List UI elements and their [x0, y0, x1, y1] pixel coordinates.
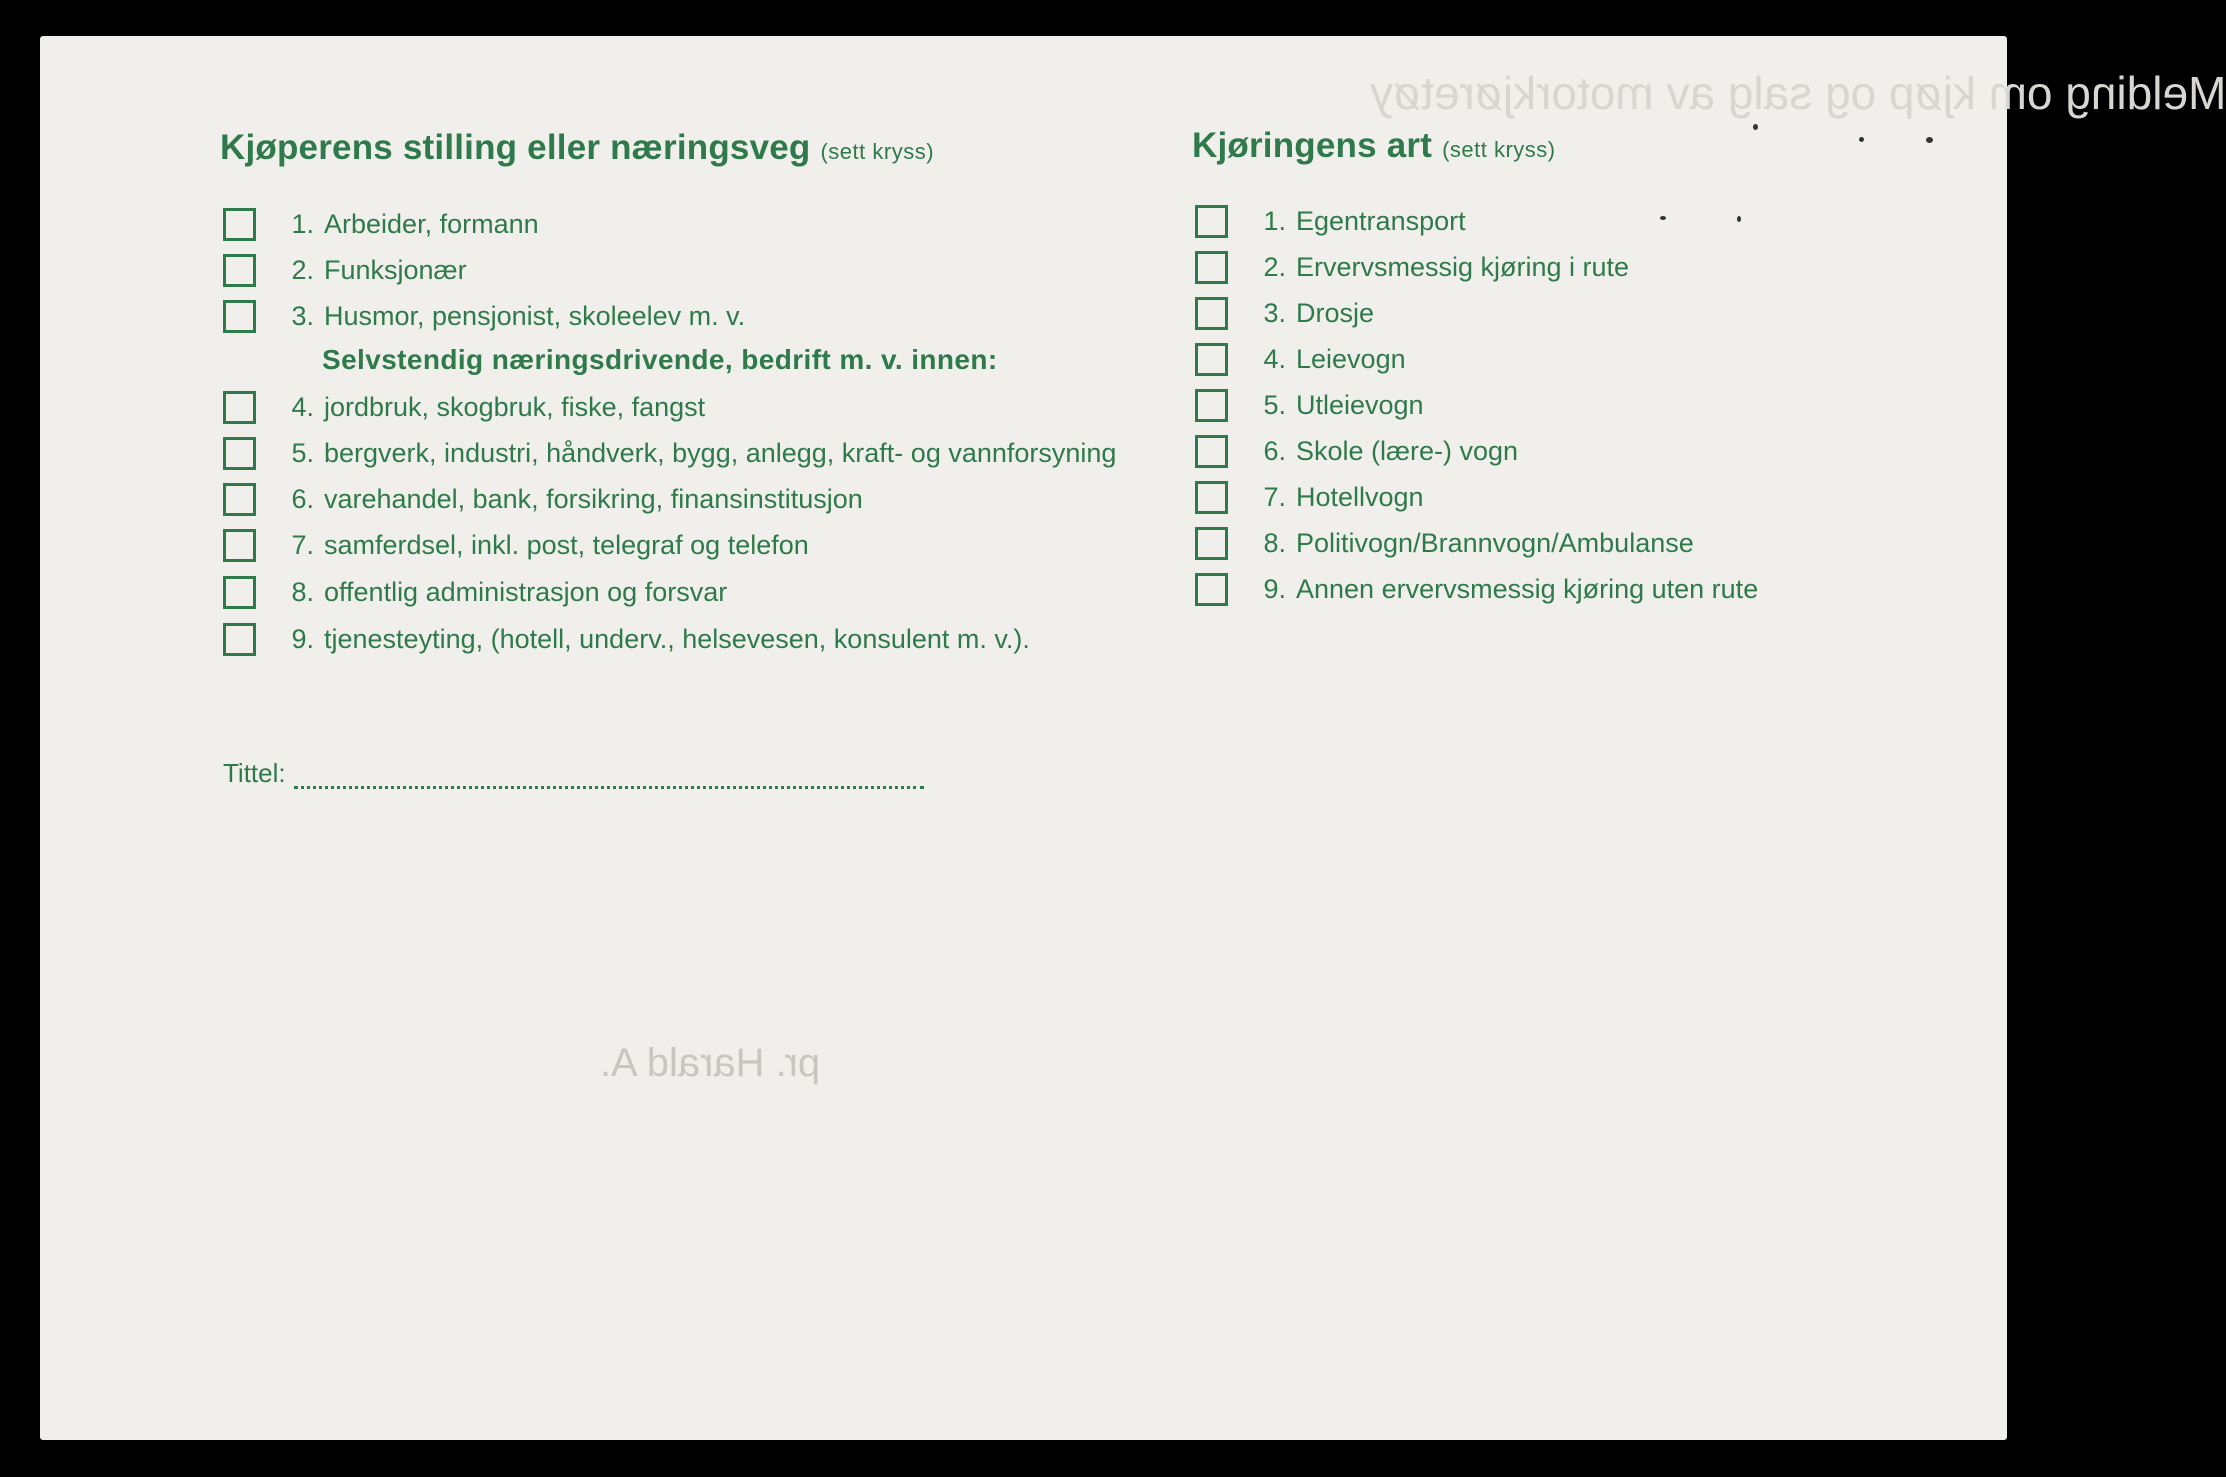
option-number: 6. [291, 483, 314, 514]
bleed-through-stamp [600, 1041, 820, 1086]
option-number: 4. [291, 391, 314, 422]
option-number: 5. [291, 437, 314, 468]
checkbox[interactable] [1195, 343, 1228, 376]
option-label: Annen ervervsmessig kjøring uten rute [1296, 573, 1759, 604]
checkbox[interactable] [1195, 297, 1228, 330]
option-number: 8. [1263, 527, 1286, 558]
occupation-option[interactable] [223, 201, 539, 247]
buyer-occupation-title-text: Kjøperens stilling eller næringsveg [220, 128, 811, 167]
self-employed-subheading: Selvstendig næringsdrivende, bedrift m. v. innen: [322, 344, 998, 375]
checkbox[interactable] [1195, 389, 1228, 422]
occupation-option[interactable] [223, 569, 727, 615]
checkbox[interactable] [1195, 251, 1228, 284]
driving-type-hint: (sett kryss) [1442, 137, 1556, 162]
driving-type-option[interactable] [1195, 474, 1424, 520]
bleed-through-stamp-label: pr. Harald A. [600, 1041, 821, 1085]
option-label: Leievogn [1296, 343, 1406, 374]
option-label: Husmor, pensjonist, skoleelev m. v. [324, 300, 746, 331]
checkbox[interactable] [1195, 481, 1228, 514]
option-label: Politivogn/Brannvogn/Ambulanse [1296, 527, 1694, 558]
option-number: 2. [1263, 251, 1286, 282]
option-label: Egentransport [1296, 205, 1466, 236]
checkbox[interactable] [223, 483, 256, 516]
option-label: bergverk, industri, håndverk, bygg, anlegg, kraft- og vannforsyning [324, 437, 1117, 468]
buyer-occupation-title [220, 128, 934, 168]
option-number: 4. [1263, 343, 1286, 374]
option-label: Drosje [1296, 297, 1375, 328]
checkbox[interactable] [223, 254, 256, 287]
occupation-option[interactable] [223, 293, 745, 339]
checkbox[interactable] [223, 437, 256, 470]
option-label: varehandel, bank, forsikring, finansinstitusjon [324, 483, 863, 514]
checkbox[interactable] [223, 208, 256, 241]
driving-type-option[interactable] [1195, 244, 1629, 290]
dust-speck [1753, 124, 1758, 130]
option-number: 2. [291, 254, 314, 285]
option-number: 3. [291, 300, 314, 331]
title-field-line[interactable] [294, 760, 924, 789]
dust-speck [1859, 137, 1864, 142]
checkbox[interactable] [223, 300, 256, 333]
option-number: 7. [1263, 481, 1286, 512]
option-number: 3. [1263, 297, 1286, 328]
buyer-occupation-hint: (sett kryss) [820, 139, 935, 164]
occupation-option[interactable] [223, 430, 1116, 476]
occupation-option[interactable] [223, 616, 1030, 662]
option-number: 6. [1263, 435, 1286, 466]
checkbox[interactable] [1195, 205, 1228, 238]
checkbox[interactable] [1195, 527, 1228, 560]
driving-type-option[interactable] [1195, 290, 1374, 336]
dust-speck [1737, 216, 1741, 222]
option-number: 7. [291, 529, 314, 560]
driving-type-option[interactable] [1195, 336, 1406, 382]
option-label: Ervervsmessig kjøring i rute [1296, 251, 1630, 282]
option-number: 5. [1263, 389, 1286, 420]
option-number: 9. [291, 623, 314, 654]
driving-type-option[interactable] [1195, 198, 1466, 244]
driving-type-title-text: Kjøringens art [1192, 126, 1433, 165]
title-field[interactable] [223, 758, 924, 789]
option-label: samferdsel, inkl. post, telegraf og telefon [324, 529, 809, 560]
form-card [40, 36, 2226, 1440]
checkbox[interactable] [1195, 573, 1228, 606]
dust-speck [1926, 137, 1933, 143]
dust-speck [1660, 216, 1666, 220]
option-number: 1. [1263, 205, 1286, 236]
driving-type-option[interactable] [1195, 566, 1758, 612]
occupation-option[interactable] [223, 384, 705, 430]
checkbox[interactable] [223, 576, 256, 609]
driving-type-title [1192, 126, 1556, 166]
title-field-label: Tittel: [223, 758, 286, 788]
occupation-option[interactable] [223, 247, 467, 293]
option-label: tjenesteyting, (hotell, underv., helsevesen, konsulent m. v.). [324, 623, 1030, 654]
checkbox[interactable] [223, 529, 256, 562]
occupation-option[interactable] [223, 476, 863, 522]
checkbox[interactable] [1195, 435, 1228, 468]
option-label: Skole (lære-) vogn [1296, 435, 1519, 466]
option-number: 1. [291, 208, 314, 239]
option-number: 8. [291, 576, 314, 607]
option-label: Utleievogn [1296, 389, 1424, 420]
driving-type-option[interactable] [1195, 428, 1518, 474]
option-label: Funksjonær [324, 254, 467, 285]
checkbox[interactable] [223, 623, 256, 656]
driving-type-option[interactable] [1195, 382, 1424, 428]
option-label: jordbruk, skogbruk, fiske, fangst [324, 391, 706, 422]
option-label: Arbeider, formann [324, 208, 539, 239]
driving-type-option[interactable] [1195, 520, 1694, 566]
option-number: 9. [1263, 573, 1286, 604]
bleed-through-text [1370, 66, 2226, 120]
checkbox[interactable] [223, 391, 256, 424]
option-label: Hotellvogn [1296, 481, 1424, 512]
occupation-option[interactable] [223, 522, 809, 568]
option-label: offentlig administrasjon og forsvar [324, 576, 728, 607]
bleed-through-label: Melding om kjøp og salg av motorkjøretøy [1370, 67, 2226, 119]
